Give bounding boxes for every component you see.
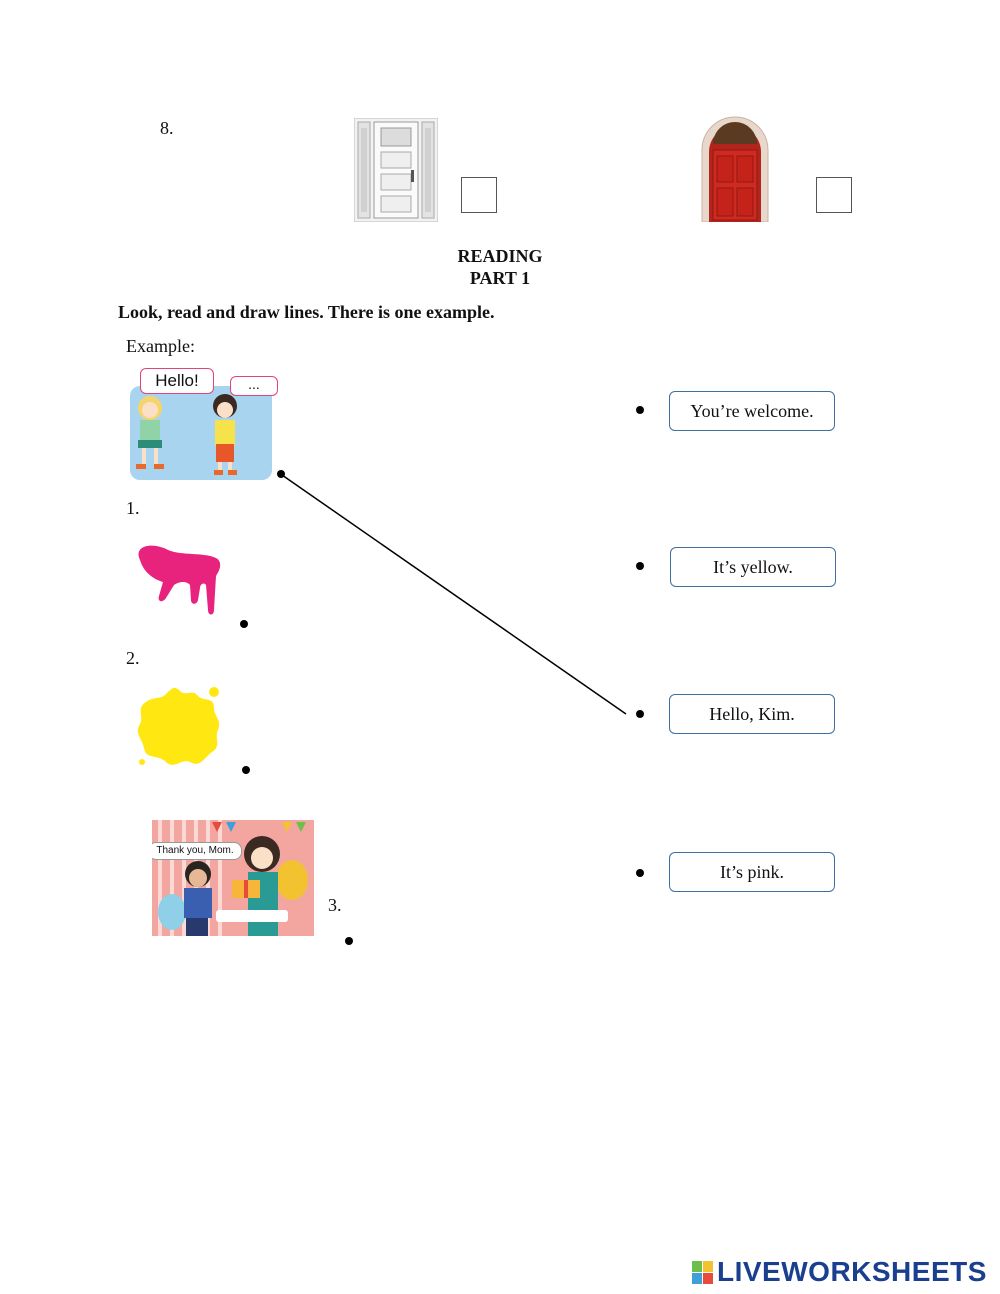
speech-bubble-ellipsis: ... — [230, 376, 278, 396]
speech-bubble-hello: Hello! — [140, 368, 214, 394]
example-label: Example: — [126, 336, 195, 356]
section-title: READING — [457, 246, 543, 266]
logo-text: LIVEWORKSHEETS — [717, 1256, 987, 1287]
yellow-splash-image — [134, 684, 224, 770]
liveworksheets-logo[interactable] — [692, 1256, 987, 1288]
section-part: PART 1 — [469, 268, 531, 288]
answer-checkbox-red-door[interactable] — [816, 177, 852, 213]
answer-checkbox-white-door[interactable] — [461, 177, 497, 213]
logo-mark-icon — [692, 1261, 713, 1284]
example-picture — [130, 368, 280, 480]
answer-box-youre-welcome[interactable]: You’re welcome. — [669, 391, 835, 431]
answer-3-match-dot[interactable] — [636, 710, 644, 718]
pink-splash-image — [128, 530, 228, 630]
item-number-2: 2. — [126, 648, 140, 668]
answer-box-its-pink[interactable]: It’s pink. — [669, 852, 835, 892]
answer-2-match-dot[interactable] — [636, 562, 644, 570]
item-1-match-dot[interactable] — [240, 620, 248, 628]
item-3-match-dot[interactable] — [345, 937, 353, 945]
item-number-1: 1. — [126, 498, 140, 518]
answer-box-its-yellow[interactable]: It’s yellow. — [670, 547, 836, 587]
red-door-image — [700, 116, 770, 222]
item-2-match-dot[interactable] — [242, 766, 250, 774]
question-number: 8. — [160, 118, 174, 138]
white-door-image — [354, 118, 438, 222]
gift-picture — [152, 820, 314, 936]
answer-box-hello-kim[interactable]: Hello, Kim. — [669, 694, 835, 734]
answer-4-match-dot[interactable] — [636, 869, 644, 877]
speech-bubble-thank-you: Thank you, Mom. — [152, 842, 242, 860]
instruction-text: Look, read and draw lines. There is one example. — [118, 302, 495, 322]
example-match-dot[interactable] — [277, 470, 285, 478]
item-number-3: 3. — [328, 895, 342, 915]
answer-1-match-dot[interactable] — [636, 406, 644, 414]
